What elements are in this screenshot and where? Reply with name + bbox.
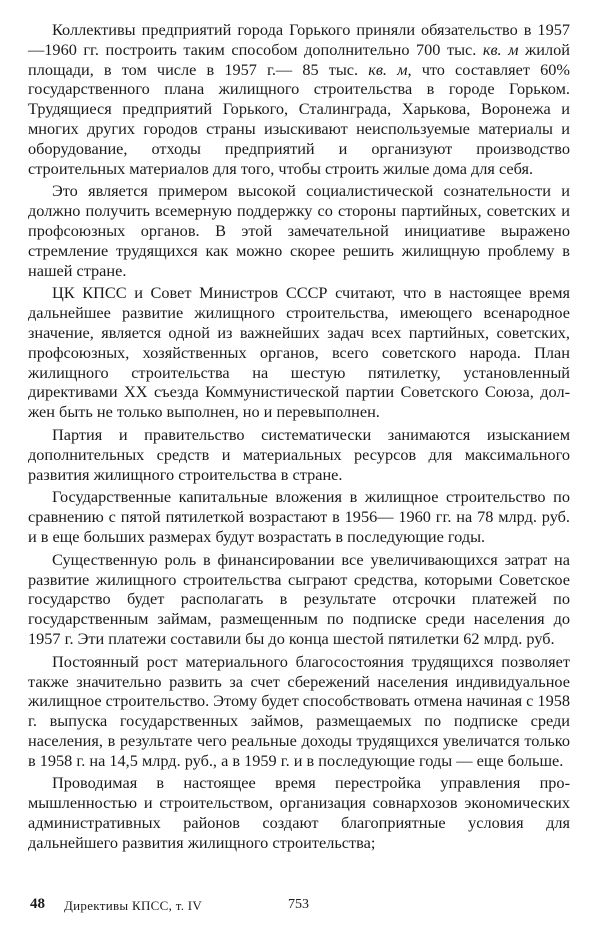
paragraph-2 bbox=[28, 181, 570, 280]
text-run: Постоянный рост материального благосостояния трудящихся позволяет также значительно развить за счет сбережений населения индивидуальное жилищное строительство. Этому будет способствовать отмена начиная с 1958 г. выпуска государственных займов, размещаемых по подписке среди населения, в результате чего реальные доходы трудящихся увеличатся только в 1958 г. на 14,5 млрд. руб., а в 1959 г. и в последующие годы — еще больше. bbox=[28, 651, 570, 770]
document-page bbox=[28, 20, 570, 930]
text-run: Существенную роль в финансировании все увеличивающихся затрат на развитие жилищного строительства сыграют средства, которыми Советское государство будет располагать в результате отсрочки платежей по государственным займам, размещенным по подписке среди населения до 1957 г. Эти платежи составили бы до конца шестой пятилетки 62 млрд. руб. bbox=[28, 549, 570, 648]
paragraph-6 bbox=[28, 550, 570, 649]
signature-mark: 48 bbox=[30, 896, 45, 912]
text-run: Коллективы предприятий города Горького приняли обязательство в 1957—1960 гг. построить таким способом дополнительно 700 тыс. bbox=[28, 20, 570, 59]
text-run: что составляет 60% государственного плана жилищного строительства в городе Горьком. Трудящиеся предприятий Горького, Сталинграда, Харькова, Воронежа и многих других городов страны изыскивают неиспользуемые материалы и оборудование, отходы предприятий и организуют производство строительных материалов для того, чтобы строить жилые дома для себя. bbox=[28, 59, 570, 178]
paragraph-4 bbox=[28, 425, 570, 484]
page-footer bbox=[28, 895, 570, 917]
text-run: Государственные капитальные вложения в жилищное строительство по сравнению с пятой пятилеткой возрастают в 1956— 1960 гг. на 78 млрд. руб. и в еще больших размерах будут возрастать в последующие годы. bbox=[28, 487, 570, 546]
page-number: 753 bbox=[288, 897, 309, 912]
paragraph-5 bbox=[28, 487, 570, 546]
text-run: Это является примером высокой социалистической сознательности и должно получить всемерную поддержку со стороны партийных, советских и профсоюзных органов. В этой замечательной инициативе выражено стремление трудящихся как можно скорее решить жилищную проблему в нашей стране. bbox=[28, 181, 570, 280]
text-run: ЦК КПСС и Совет Министров СССР считают, что в настоящее время дальнейшее развитие жилищного строительства, имеющего всенародное значение, является одной из важнейших задач всех партийных, советских, профсоюзных, хозяйственных органов, всего советского народа. План жилищного строительства на шестую пятилетку, установленный директивами XX съезда Коммунистической партии Советского Союза, должен быть не только выполнен, но и перевыполнен. bbox=[28, 283, 570, 422]
paragraph-3 bbox=[28, 283, 570, 422]
text-run: жилой площади, в том числе в 1957 г.— 85 тыс. bbox=[28, 39, 570, 79]
text-run: Проводимая в настоящее время перестройка управления промышленностью и строительством, организация совнархозов экономических административных районов создают благоприятные условия для дальнейшего развития жилищного строительства; bbox=[28, 773, 570, 852]
text-run-italic: кв. м bbox=[482, 39, 519, 59]
book-title: Директивы КПСС, т. IV bbox=[64, 898, 203, 913]
paragraph-1 bbox=[28, 20, 570, 178]
body-text bbox=[28, 20, 570, 853]
text-run: Партия и правительство систематически занимаются изысканием дополнительных средств и материальных ресурсов для максимального развития жилищного строительства в стране. bbox=[28, 424, 570, 484]
paragraph-8 bbox=[28, 773, 570, 852]
paragraph-7 bbox=[28, 652, 570, 771]
text-run-italic: кв. м, bbox=[368, 59, 412, 79]
